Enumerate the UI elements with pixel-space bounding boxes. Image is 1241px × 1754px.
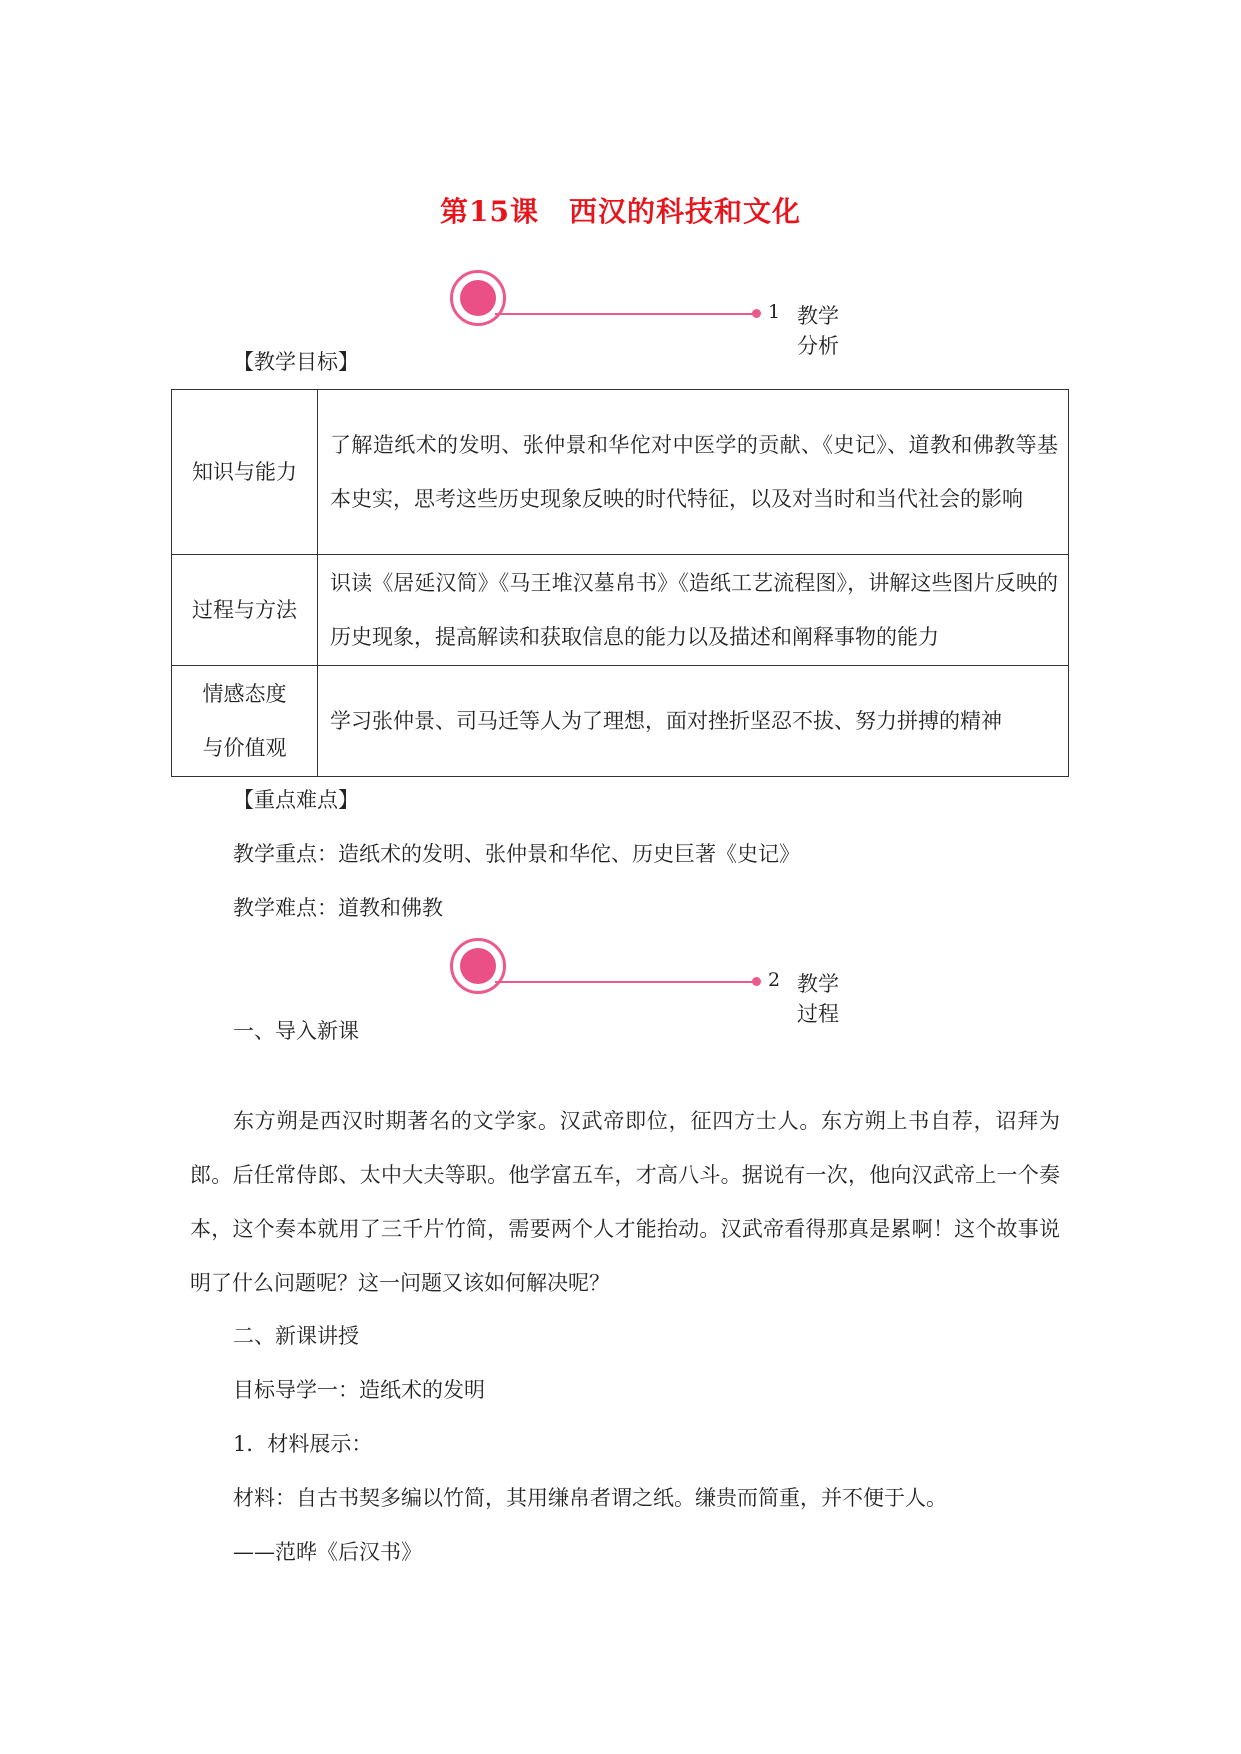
- table-value: 识读《居延汉简》《马王堆汉墓帛书》《造纸工艺流程图》，讲解这些图片反映的历史现象，提高解读和获取信息的能力以及描述和阐释事物的能力: [318, 555, 1069, 666]
- objectives-table: [171, 389, 1069, 777]
- lesson-name: 西汉的科技和文化: [568, 195, 801, 228]
- material-label: 1．材料展示：: [233, 1432, 373, 1456]
- divider-line: [495, 313, 755, 315]
- page-title: [0, 190, 1241, 230]
- section-label: 教学过程: [797, 972, 839, 1026]
- table-key: 过程与方法: [172, 555, 318, 666]
- difficult-points: 教学难点：道教和佛教: [233, 896, 443, 920]
- section-header-process: [450, 938, 850, 1026]
- table-key: 知识与能力: [172, 390, 318, 555]
- new-lesson-heading: 二、新课讲授: [233, 1324, 359, 1348]
- section-number: 2: [768, 969, 781, 991]
- material-source: ——范晔《后汉书》: [233, 1540, 422, 1564]
- intro-heading: 一、导入新课: [233, 1019, 359, 1043]
- table-key: [172, 666, 318, 777]
- material-text: 材料：自古书契多编以竹简，其用缣帛者谓之纸。缣贵而简重，并不便于人。: [233, 1486, 947, 1510]
- dot-icon: [752, 977, 761, 986]
- lesson-number: 第15课: [440, 195, 539, 228]
- goal-heading: 目标导学一：造纸术的发明: [233, 1378, 485, 1402]
- section-number: 1: [768, 301, 781, 323]
- table-value: 学习张仲景、司马迁等人为了理想，面对挫折坚忍不拔、努力拼搏的精神: [318, 666, 1069, 777]
- pink-circle-icon: [450, 938, 506, 994]
- table-value: 了解造纸术的发明、张仲景和华佗对中医学的贡献、《史记》、道教和佛教等基本史实，思考这些历史现象反映的时代特征，以及对当时和当代社会的影响: [318, 390, 1069, 555]
- table-key-line: 与价值观: [202, 736, 287, 760]
- dot-icon: [752, 309, 761, 318]
- table-row: [172, 666, 1069, 777]
- divider-line: [495, 981, 755, 983]
- key-points-heading: 【重点难点】: [233, 788, 359, 812]
- intro-paragraph: 东方朔是西汉时期著名的文学家。汉武帝即位，征四方士人。东方朔上书自荐，诏拜为郎。后任常侍郎、太中大夫等职。他学富五车，才高八斗。据说有一次，他向汉武帝上一个奏本，这个奏本就用了三千片竹简，需要两个人才能抬动。汉武帝看得那真是累啊！这个故事说明了什么问题呢？这一问题又该如何解决呢？: [190, 1109, 1060, 1295]
- objectives-heading: 【教学目标】: [233, 350, 359, 374]
- table-row: [172, 555, 1069, 666]
- section-header-analysis: [450, 270, 850, 358]
- section-label: 教学分析: [797, 304, 839, 358]
- pink-circle-icon: [450, 270, 506, 326]
- table-row: [172, 390, 1069, 555]
- key-points: 教学重点：造纸术的发明、张仲景和华佗、历史巨著《史记》: [233, 842, 800, 866]
- table-key-line: 情感态度: [202, 682, 287, 706]
